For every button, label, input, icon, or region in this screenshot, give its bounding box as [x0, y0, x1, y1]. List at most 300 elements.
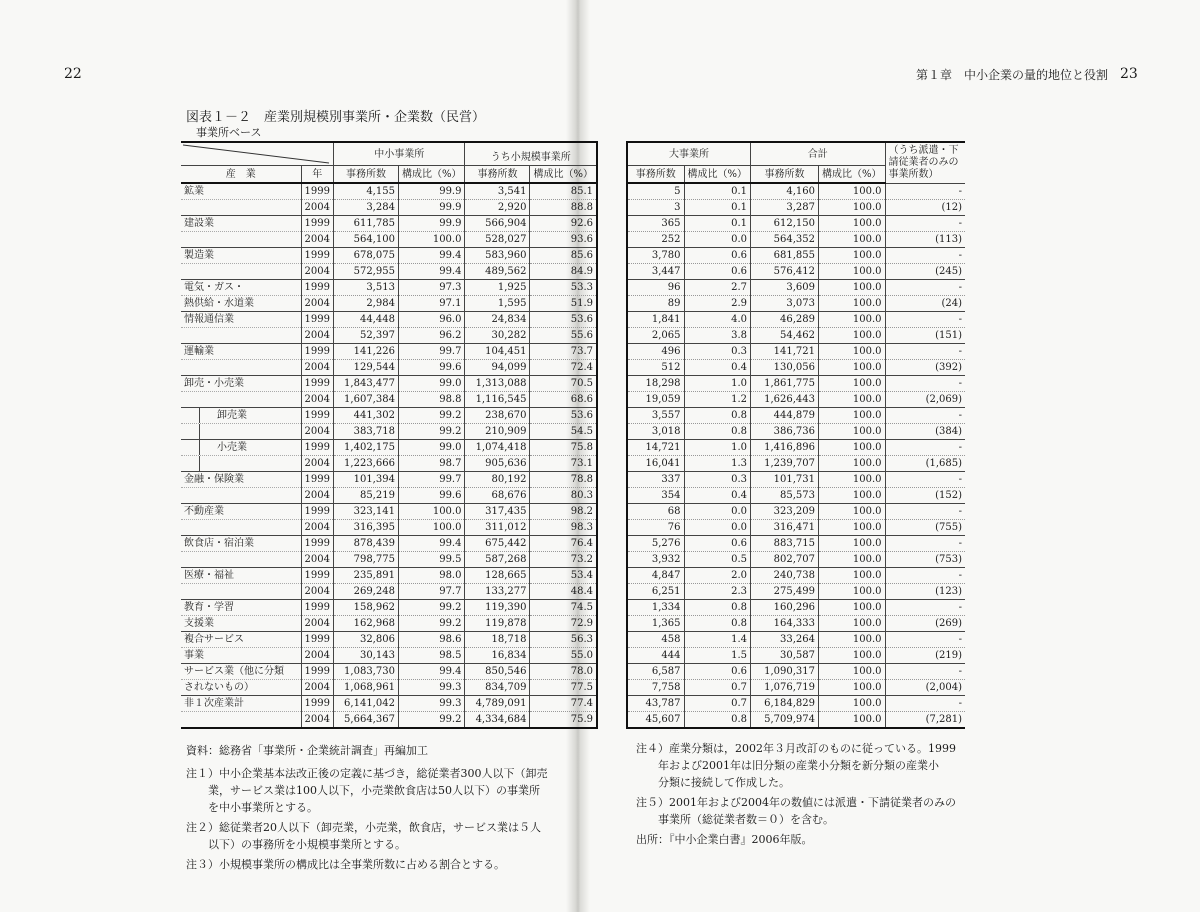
- small-count-cell: 489,562: [465, 264, 530, 280]
- total-ratio-cell: 100.0: [819, 392, 886, 408]
- dispatch-cell: -: [885, 536, 965, 552]
- sme-ratio-cell: 99.3: [398, 696, 465, 712]
- sme-ratio-cell: 99.2: [398, 424, 465, 440]
- small-count-cell: 587,268: [465, 552, 530, 568]
- small-count-cell: 1,925: [465, 280, 530, 296]
- total-count-cell: 612,150: [751, 216, 819, 232]
- large-ratio-cell: 0.7: [684, 680, 751, 696]
- small-count-cell: 94,099: [465, 360, 530, 376]
- sme-count-cell: 1,843,477: [333, 376, 398, 392]
- large-ratio-cell: 1.3: [684, 456, 751, 472]
- total-ratio-cell: 100.0: [819, 616, 886, 632]
- total-ratio-cell: 100.0: [819, 680, 886, 696]
- total-count-cell: 3,073: [751, 296, 819, 312]
- year-cell: 1999: [301, 408, 333, 424]
- total-ratio-cell: 100.0: [819, 648, 886, 664]
- total-ratio-cell: 100.0: [819, 360, 886, 376]
- large-count-cell: 2,065: [627, 328, 684, 344]
- small-count-cell: 24,834: [465, 312, 530, 328]
- industry-cell: 複合サービス: [181, 632, 301, 648]
- table-row: [627, 344, 965, 360]
- sme-count-cell: 4,155: [333, 183, 398, 200]
- table-row: [627, 360, 965, 376]
- table-row: [627, 232, 965, 248]
- table-row: [627, 392, 965, 408]
- small-count-cell: 3,541: [465, 183, 530, 200]
- total-ratio-cell: 100.0: [819, 536, 886, 552]
- large-ratio-cell: 0.8: [684, 408, 751, 424]
- table-row: [627, 200, 965, 216]
- total-ratio-cell: 100.0: [819, 312, 886, 328]
- sme-count-cell: 3,284: [333, 200, 398, 216]
- industry-cell: [181, 456, 301, 472]
- small-ratio-cell: 73.7: [530, 344, 597, 360]
- small-count-cell: 16,834: [465, 648, 530, 664]
- large-count-cell: 18,298: [627, 376, 684, 392]
- dispatch-cell: -: [885, 472, 965, 488]
- large-count-cell: 5,276: [627, 536, 684, 552]
- sme-ratio-cell: 96.0: [398, 312, 465, 328]
- sme-ratio-cell: 99.9: [398, 183, 465, 200]
- small-ratio-cell: 53.4: [530, 568, 597, 584]
- sme-ratio-cell: 99.6: [398, 360, 465, 376]
- large-count-cell: 3,780: [627, 248, 684, 264]
- table-row: [627, 664, 965, 680]
- small-count-cell: 566,904: [465, 216, 530, 232]
- table-row: [181, 552, 597, 568]
- table-row: [627, 616, 965, 632]
- small-ratio-cell: 56.3: [530, 632, 597, 648]
- total-count-cell: 1,626,443: [751, 392, 819, 408]
- large-ratio-cell: 0.3: [684, 344, 751, 360]
- large-ratio-cell: 0.3: [684, 472, 751, 488]
- table-row: [181, 648, 597, 664]
- table-row: [181, 600, 597, 616]
- total-ratio-cell: 100.0: [819, 552, 886, 568]
- total-count-header: 事務所数: [751, 166, 819, 184]
- large-count-cell: 4,847: [627, 568, 684, 584]
- large-ratio-cell: 2.7: [684, 280, 751, 296]
- small-count-cell: 104,451: [465, 344, 530, 360]
- dispatch-cell: -: [885, 376, 965, 392]
- large-ratio-cell: 1.0: [684, 440, 751, 456]
- year-cell: 2004: [301, 520, 333, 536]
- table-row: [627, 312, 965, 328]
- dispatch-cell: (2,069): [885, 392, 965, 408]
- dispatch-cell: (2,004): [885, 680, 965, 696]
- table-row: [181, 280, 597, 296]
- dispatch-cell: (269): [885, 616, 965, 632]
- dispatch-cell: (7,281): [885, 712, 965, 729]
- large-ratio-cell: 4.0: [684, 312, 751, 328]
- small-ratio-cell: 78.8: [530, 472, 597, 488]
- total-ratio-cell: 100.0: [819, 440, 886, 456]
- large-ratio-cell: 0.6: [684, 248, 751, 264]
- table-title: 図表１－２ 産業別規模別事業所・企業数（民営）: [186, 110, 486, 125]
- total-count-cell: 30,587: [751, 648, 819, 664]
- total-ratio-cell: 100.0: [819, 183, 886, 200]
- year-cell: 1999: [301, 568, 333, 584]
- large-ratio-cell: 0.0: [684, 504, 751, 520]
- table-row: [181, 183, 597, 200]
- table-row: [627, 696, 965, 712]
- sme-group-header: 中小事業所: [333, 142, 465, 166]
- sme-count-cell: 383,718: [333, 424, 398, 440]
- total-ratio-cell: 100.0: [819, 632, 886, 648]
- dispatch-cell: -: [885, 312, 965, 328]
- sme-count-cell: 32,806: [333, 632, 398, 648]
- small-count-cell: 128,665: [465, 568, 530, 584]
- large-ratio-cell: 1.5: [684, 648, 751, 664]
- large-count-cell: 444: [627, 648, 684, 664]
- dispatch-cell: -: [885, 664, 965, 680]
- year-cell: 2004: [301, 488, 333, 504]
- industry-cell: 卸売・小売業: [181, 376, 301, 392]
- table-row: [181, 472, 597, 488]
- small-ratio-cell: 92.6: [530, 216, 597, 232]
- large-count-cell: 7,758: [627, 680, 684, 696]
- total-ratio-cell: 100.0: [819, 456, 886, 472]
- large-ratio-cell: 0.4: [684, 360, 751, 376]
- sme-ratio-cell: 98.0: [398, 568, 465, 584]
- sme-count-cell: 1,402,175: [333, 440, 398, 456]
- industry-cell: [181, 584, 301, 600]
- industry-cell: [181, 392, 301, 408]
- sme-ratio-cell: 99.2: [398, 408, 465, 424]
- small-ratio-cell: 77.4: [530, 696, 597, 712]
- total-count-cell: 275,499: [751, 584, 819, 600]
- note-1-line-1: 注１）中小企業基本法改正後の定義に基づき，総従業者300人以下（卸売: [186, 767, 548, 780]
- sme-count-cell: 323,141: [333, 504, 398, 520]
- industry-cell: 熱供給・水道業: [181, 296, 301, 312]
- sme-ratio-cell: 98.7: [398, 456, 465, 472]
- table-row: [181, 568, 597, 584]
- year-cell: 1999: [301, 216, 333, 232]
- total-ratio-cell: 100.0: [819, 296, 886, 312]
- sme-count-cell: 678,075: [333, 248, 398, 264]
- industry-cell: 不動産業: [181, 504, 301, 520]
- small-ratio-cell: 48.4: [530, 584, 597, 600]
- industry-cell: 事業: [181, 648, 301, 664]
- small-count-cell: 1,116,545: [465, 392, 530, 408]
- table-row: [181, 312, 597, 328]
- large-ratio-cell: 0.6: [684, 536, 751, 552]
- table-row: [181, 264, 597, 280]
- note-5-line-1: 注５）2001年および2004年の数値には派遣・下請従業者のみの: [636, 796, 956, 809]
- small-group-header: うち小規模事業所: [465, 142, 597, 166]
- sme-ratio-cell: 99.7: [398, 344, 465, 360]
- sme-count-cell: 1,083,730: [333, 664, 398, 680]
- sme-count-cell: 141,226: [333, 344, 398, 360]
- total-count-cell: 1,090,317: [751, 664, 819, 680]
- year-cell: 2004: [301, 360, 333, 376]
- total-ratio-cell: 100.0: [819, 488, 886, 504]
- small-count-cell: 68,676: [465, 488, 530, 504]
- total-ratio-cell: 100.0: [819, 600, 886, 616]
- small-ratio-cell: 70.5: [530, 376, 597, 392]
- industry-cell: 小売業: [181, 440, 301, 456]
- large-ratio-cell: 2.9: [684, 296, 751, 312]
- dispatch-cell: (12): [885, 200, 965, 216]
- dispatch-cell: -: [885, 183, 965, 200]
- large-count-cell: 354: [627, 488, 684, 504]
- large-count-cell: 96: [627, 280, 684, 296]
- industry-cell: サービス業（他に分類: [181, 664, 301, 680]
- large-count-cell: 458: [627, 632, 684, 648]
- dispatch-cell: -: [885, 632, 965, 648]
- table-row: [627, 600, 965, 616]
- sme-count-cell: 1,607,384: [333, 392, 398, 408]
- table-row: [627, 408, 965, 424]
- table-row: [181, 488, 597, 504]
- large-ratio-cell: 0.1: [684, 183, 751, 200]
- table-row: [627, 440, 965, 456]
- sme-count-cell: 1,223,666: [333, 456, 398, 472]
- small-count-cell: 119,878: [465, 616, 530, 632]
- small-count-cell: 18,718: [465, 632, 530, 648]
- total-ratio-cell: 100.0: [819, 408, 886, 424]
- table-row: [627, 504, 965, 520]
- large-ratio-cell: 0.1: [684, 200, 751, 216]
- total-ratio-cell: 100.0: [819, 568, 886, 584]
- sme-ratio-cell: 99.2: [398, 712, 465, 729]
- sme-count-cell: 441,302: [333, 408, 398, 424]
- year-cell: 1999: [301, 472, 333, 488]
- sme-ratio-cell: 99.4: [398, 264, 465, 280]
- sme-count-cell: 158,962: [333, 600, 398, 616]
- small-count-cell: 133,277: [465, 584, 530, 600]
- table-row: [181, 712, 597, 729]
- year-cell: 1999: [301, 344, 333, 360]
- year-cell: 1999: [301, 183, 333, 200]
- industry-cell: 卸売業: [181, 408, 301, 424]
- dispatch-cell: (113): [885, 232, 965, 248]
- year-cell: 1999: [301, 664, 333, 680]
- industry-cell: 支援業: [181, 616, 301, 632]
- table-row: [181, 680, 597, 696]
- sme-ratio-cell: 99.9: [398, 200, 465, 216]
- industry-cell: [181, 264, 301, 280]
- sme-count-cell: 235,891: [333, 568, 398, 584]
- dispatch-cell: (24): [885, 296, 965, 312]
- table-row: [627, 216, 965, 232]
- large-ratio-cell: 3.8: [684, 328, 751, 344]
- year-cell: 1999: [301, 696, 333, 712]
- sme-count-cell: 572,955: [333, 264, 398, 280]
- sme-ratio-cell: 100.0: [398, 504, 465, 520]
- dispatch-cell: -: [885, 248, 965, 264]
- total-count-cell: 3,609: [751, 280, 819, 296]
- small-count-cell: 30,282: [465, 328, 530, 344]
- small-ratio-cell: 54.5: [530, 424, 597, 440]
- industry-cell: されないもの）: [181, 680, 301, 696]
- industry-cell: [181, 552, 301, 568]
- large-count-cell: 68: [627, 504, 684, 520]
- sme-count-cell: 85,219: [333, 488, 398, 504]
- small-count-cell: 1,595: [465, 296, 530, 312]
- industry-cell: 建設業: [181, 216, 301, 232]
- total-ratio-cell: 100.0: [819, 344, 886, 360]
- year-cell: 2004: [301, 616, 333, 632]
- large-ratio-cell: 0.8: [684, 616, 751, 632]
- year-cell: 2004: [301, 456, 333, 472]
- large-ratio-header: 構成比（%）: [684, 166, 751, 184]
- large-ratio-cell: 0.8: [684, 600, 751, 616]
- total-count-cell: 85,573: [751, 488, 819, 504]
- large-ratio-cell: 0.4: [684, 488, 751, 504]
- year-cell: 2004: [301, 712, 333, 729]
- diagonal-line: [181, 143, 331, 165]
- large-count-cell: 512: [627, 360, 684, 376]
- table-row: [181, 504, 597, 520]
- total-count-cell: 681,855: [751, 248, 819, 264]
- industry-cell: [181, 520, 301, 536]
- table-row: [181, 216, 597, 232]
- total-count-cell: 323,209: [751, 504, 819, 520]
- small-count-cell: 528,027: [465, 232, 530, 248]
- large-count-cell: 19,059: [627, 392, 684, 408]
- table-row: [181, 632, 597, 648]
- total-ratio-cell: 100.0: [819, 712, 886, 729]
- industry-cell: 製造業: [181, 248, 301, 264]
- table-row: [627, 376, 965, 392]
- small-ratio-cell: 98.2: [530, 504, 597, 520]
- industry-cell: [181, 424, 301, 440]
- sme-count-cell: 30,143: [333, 648, 398, 664]
- small-ratio-cell: 73.2: [530, 552, 597, 568]
- table-row: [627, 183, 965, 200]
- sme-ratio-cell: 100.0: [398, 520, 465, 536]
- large-count-cell: 3,932: [627, 552, 684, 568]
- small-ratio-header: 構成比（%）: [530, 166, 597, 184]
- year-cell: 1999: [301, 440, 333, 456]
- dispatch-cell: (152): [885, 488, 965, 504]
- small-count-header: 事務所数: [465, 166, 530, 184]
- table-row: [627, 280, 965, 296]
- source-note: 資料：総務省「事業所・企業統計調査」再編加工: [186, 744, 428, 757]
- table-row: [181, 536, 597, 552]
- large-ratio-cell: 2.3: [684, 584, 751, 600]
- sme-count-cell: 269,248: [333, 584, 398, 600]
- table-row: [627, 488, 965, 504]
- left-page-number: 22: [64, 66, 82, 82]
- sme-count-cell: 5,664,367: [333, 712, 398, 729]
- industry-cell: [181, 488, 301, 504]
- total-count-cell: 33,264: [751, 632, 819, 648]
- sme-ratio-cell: 99.0: [398, 376, 465, 392]
- total-count-cell: 54,462: [751, 328, 819, 344]
- total-count-cell: 1,861,775: [751, 376, 819, 392]
- sme-count-header: 事務所数: [333, 166, 398, 184]
- sme-ratio-cell: 99.3: [398, 680, 465, 696]
- small-ratio-cell: 77.5: [530, 680, 597, 696]
- right-notes: [636, 740, 956, 851]
- small-ratio-cell: 55.6: [530, 328, 597, 344]
- total-count-cell: 141,721: [751, 344, 819, 360]
- year-cell: 2004: [301, 328, 333, 344]
- table-row: [627, 536, 965, 552]
- table-row: [627, 456, 965, 472]
- sme-count-cell: 101,394: [333, 472, 398, 488]
- industry-cell: [181, 712, 301, 729]
- industry-cell: 情報通信業: [181, 312, 301, 328]
- dispatch-header: （うち派遣・下請従業者のみの事業所数）: [885, 142, 965, 183]
- large-count-cell: 252: [627, 232, 684, 248]
- year-cell: 2004: [301, 264, 333, 280]
- note-2-line-2: 以下）の事務所を小規模事業所とする。: [208, 838, 406, 851]
- total-count-cell: 883,715: [751, 536, 819, 552]
- large-count-cell: 365: [627, 216, 684, 232]
- dispatch-cell: (219): [885, 648, 965, 664]
- small-ratio-cell: 51.9: [530, 296, 597, 312]
- note-4: [636, 740, 956, 791]
- large-count-header: 事務所数: [627, 166, 684, 184]
- total-ratio-cell: 100.0: [819, 264, 886, 280]
- total-count-cell: 101,731: [751, 472, 819, 488]
- small-count-cell: 80,192: [465, 472, 530, 488]
- small-count-cell: 119,390: [465, 600, 530, 616]
- year-cell: 1999: [301, 312, 333, 328]
- table-subtitle: 事業所ベース: [196, 126, 262, 139]
- small-ratio-cell: 98.3: [530, 520, 597, 536]
- sme-ratio-cell: 98.5: [398, 648, 465, 664]
- note-1-line-2: 業，サービス業は100人以下，小売業飲食店は50人以下）の事業所: [208, 784, 540, 797]
- large-count-cell: 3,018: [627, 424, 684, 440]
- note-1: [186, 765, 566, 816]
- total-count-cell: 240,738: [751, 568, 819, 584]
- table-row: [627, 296, 965, 312]
- year-cell: 2004: [301, 392, 333, 408]
- table-row: [627, 248, 965, 264]
- large-ratio-cell: 2.0: [684, 568, 751, 584]
- year-cell: 2004: [301, 424, 333, 440]
- total-count-cell: 160,296: [751, 600, 819, 616]
- dispatch-cell: (151): [885, 328, 965, 344]
- total-count-cell: 4,160: [751, 183, 819, 200]
- table-row: [181, 248, 597, 264]
- total-count-cell: 5,709,974: [751, 712, 819, 729]
- large-ratio-cell: 1.2: [684, 392, 751, 408]
- industry-cell: 飲食店・宿泊業: [181, 536, 301, 552]
- small-ratio-cell: 72.9: [530, 616, 597, 632]
- sme-ratio-cell: 97.1: [398, 296, 465, 312]
- small-count-cell: 4,334,684: [465, 712, 530, 729]
- total-ratio-cell: 100.0: [819, 216, 886, 232]
- table-row: [627, 680, 965, 696]
- industry-cell: 医療・福祉: [181, 568, 301, 584]
- total-count-cell: 164,333: [751, 616, 819, 632]
- year-cell: 1999: [301, 376, 333, 392]
- table-row: [181, 440, 597, 456]
- dispatch-cell: (384): [885, 424, 965, 440]
- large-count-cell: 3,557: [627, 408, 684, 424]
- sme-ratio-cell: 99.5: [398, 552, 465, 568]
- dispatch-cell: -: [885, 568, 965, 584]
- sme-count-cell: 44,448: [333, 312, 398, 328]
- large-count-cell: 337: [627, 472, 684, 488]
- total-ratio-cell: 100.0: [819, 232, 886, 248]
- note-4-line-1: 注４）産業分類は，2002年３月改訂のものに従っている。1999: [636, 742, 956, 755]
- dispatch-cell: (123): [885, 584, 965, 600]
- chapter-title: 第１章 中小企業の量的地位と役割: [916, 68, 1109, 82]
- table-row: [627, 712, 965, 729]
- year-cell: 2004: [301, 584, 333, 600]
- sme-count-cell: 129,544: [333, 360, 398, 376]
- table-row: [181, 696, 597, 712]
- total-ratio-cell: 100.0: [819, 696, 886, 712]
- sme-count-cell: 1,068,961: [333, 680, 398, 696]
- table-row: [627, 568, 965, 584]
